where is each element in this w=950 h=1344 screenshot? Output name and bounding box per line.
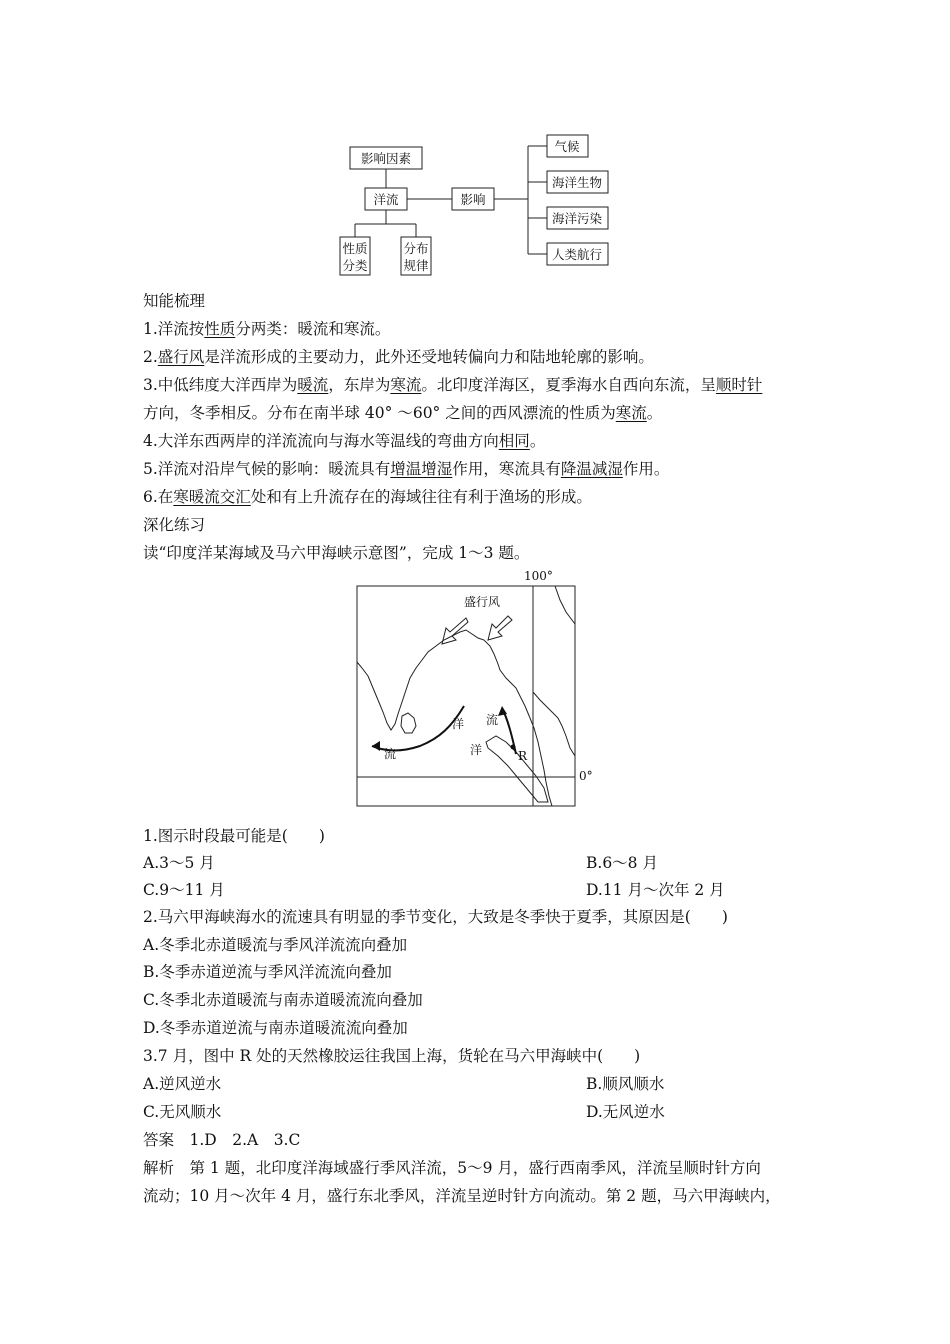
wind-label: 盛行风 — [464, 595, 501, 609]
knowledge-item-5: 5.洋流对沿岸气候的影响：暖流具有增温增湿作用，寒流具有降温减湿作用。 — [143, 460, 670, 478]
q1-option-c: C.9～11 月 — [143, 881, 225, 899]
wind-arrow-right — [488, 616, 512, 640]
current-char-4: 洋 — [470, 743, 483, 757]
q3-option-c: C.无风顺水 — [143, 1103, 222, 1121]
knowledge-item-1: 1.洋流按性质分两类：暖流和寒流。 — [143, 320, 391, 338]
question-2-stem: 2.马六甲海峡海水的流速具有明显的季节变化，大致是冬季快于夏季，其原因是( ) — [143, 908, 728, 926]
cm-effect-1: 海洋生物 — [551, 175, 603, 190]
knowledge-item-3-cont: 方向，冬季相反。分布在南半球 40° ～60° 之间的西风漂流的性质为寒流。 — [143, 404, 663, 422]
question-1-stem: 1.图示时段最可能是( ) — [143, 827, 325, 845]
coastline-east — [555, 586, 575, 624]
cm-dist-2: 规律 — [403, 258, 429, 273]
current-arrowhead-left — [372, 741, 380, 751]
cm-nature-1: 性质 — [342, 241, 368, 256]
q3-option-b: B.顺风顺水 — [586, 1075, 665, 1093]
q3-option-a: A.逆风逆水 — [143, 1075, 222, 1093]
q2-option-d: D.冬季赤道逆流与南赤道暖流流向叠加 — [143, 1019, 408, 1037]
current-char-3: 流 — [486, 713, 499, 727]
q1-option-a: A.3～5 月 — [143, 854, 215, 872]
analysis-line-2: 流动；10 月～次年 4 月，盛行东北季风，洋流呈逆时针方向流动。第 2 题，马六甲海峡内， — [143, 1187, 781, 1205]
cm-impact: 影响 — [460, 192, 486, 207]
q2-option-c: C.冬季北赤道暖流与南赤道暖流流向叠加 — [143, 991, 423, 1009]
cm-current: 洋流 — [373, 192, 399, 207]
current-arrow-left — [372, 706, 464, 751]
cm-factors: 影响因素 — [360, 151, 412, 166]
q2-option-a: A.冬季北赤道暖流与季风洋流流向叠加 — [143, 936, 408, 954]
question-3-options-row-1 — [143, 1074, 665, 1094]
cm-dist-1: 分布 — [403, 241, 429, 256]
q1-option-d: D.11 月～次年 2 月 — [586, 881, 725, 899]
q3-option-d: D.无风逆水 — [586, 1103, 665, 1121]
indian-ocean-map — [0, 566, 950, 816]
equator-label: 0° — [579, 769, 593, 783]
practice-intro: 读“印度洋某海域及马六甲海峡示意图”，完成 1～3 题。 — [143, 544, 530, 562]
analysis-line-1: 解析 第 1 题，北印度洋海域盛行季风洋流，5～9 月，盛行西南季风，洋流呈顺时针方向 — [143, 1159, 761, 1177]
point-r-label: R — [518, 749, 528, 763]
answer-line: 答案 1.D 2.A 3.C — [143, 1131, 301, 1149]
practice-heading: 深化练习 — [143, 516, 206, 534]
question-3-options-row-2 — [143, 1102, 665, 1122]
cm-effect-2: 海洋污染 — [551, 211, 603, 226]
point-r-marker — [511, 745, 516, 750]
current-char-1: 洋 — [452, 717, 465, 731]
cm-nature-2: 分类 — [342, 258, 368, 273]
question-1-options-row-1 — [143, 853, 658, 873]
q1-option-b: B.6～8 月 — [586, 854, 658, 872]
knowledge-item-6: 6.在寒暖流交汇处和有上升流存在的海域往往有利于渔场的形成。 — [143, 488, 592, 506]
concept-map — [0, 0, 950, 290]
knowledge-item-4: 4.大洋东西两岸的洋流流向与海水等温线的弯曲方向相同。 — [143, 432, 546, 450]
sri-lanka — [401, 713, 416, 733]
cm-effect-3: 人类航行 — [551, 247, 603, 262]
question-3-stem: 3.7 月，图中 R 处的天然橡胶运往我国上海，货轮在马六甲海峡中( ) — [143, 1047, 641, 1065]
knowledge-item-2: 2.盛行风是洋流形成的主要动力，此外还受地转偏向力和陆地轮廓的影响。 — [143, 348, 654, 366]
q2-option-b: B.冬季赤道逆流与季风洋流流向叠加 — [143, 963, 392, 981]
knowledge-heading: 知能梳理 — [143, 292, 206, 310]
lon-label: 100° — [524, 569, 553, 583]
knowledge-item-3: 3.中低纬度大洋西岸为暖流，东岸为寒流。北印度洋海区，夏季海水自西向东流，呈顺时针 — [143, 376, 763, 394]
cm-effect-0: 气候 — [554, 139, 580, 154]
question-1-options-row-2 — [143, 880, 725, 900]
current-char-2: 流 — [384, 747, 397, 761]
